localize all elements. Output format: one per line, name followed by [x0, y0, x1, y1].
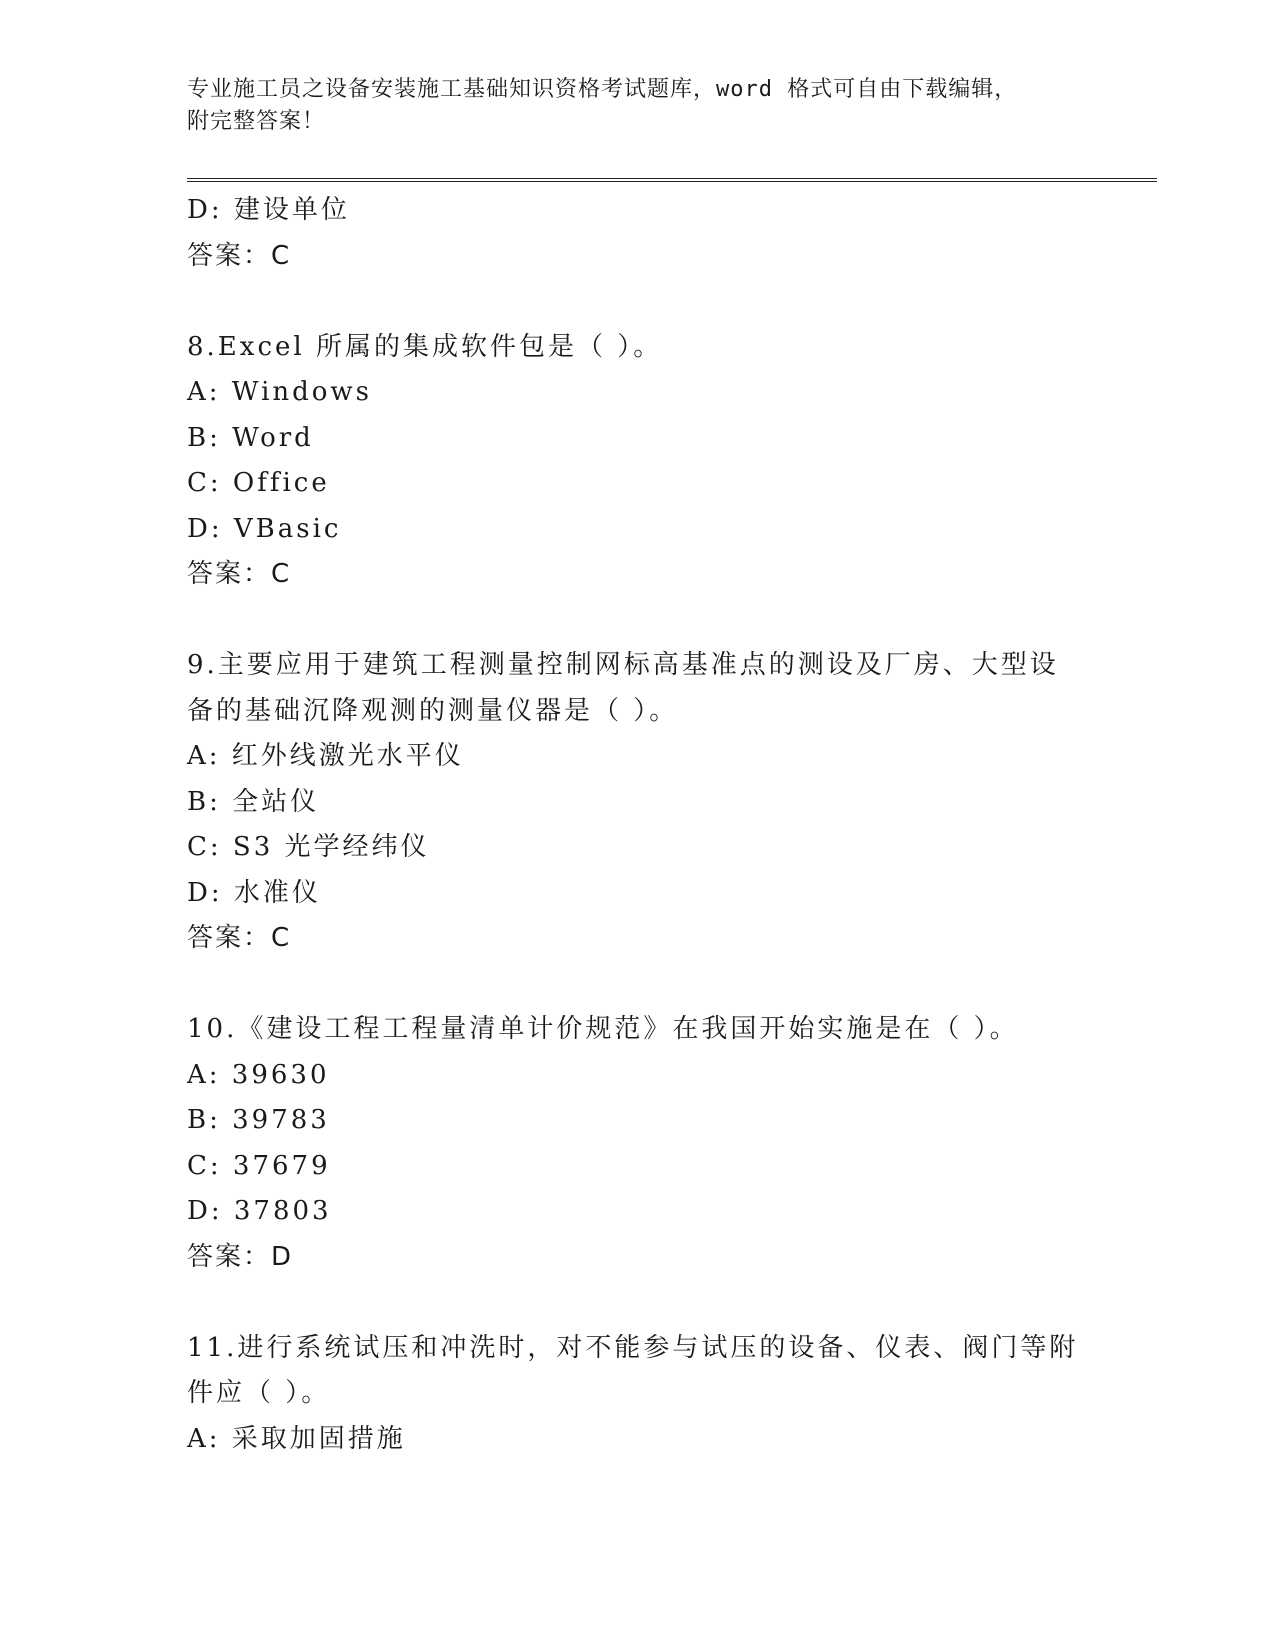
option-c: C: Office: [187, 468, 330, 498]
answer-line: 答案：C: [187, 923, 292, 953]
option-a: A: 39630: [187, 1059, 330, 1090]
document-page: [187, 0, 1157, 1650]
option-d: D: 建设单位: [187, 195, 350, 225]
answer-line: 答案：C: [187, 559, 292, 589]
option-c: C: 37679: [187, 1150, 331, 1181]
question-stem: 9.主要应用于建筑工程测量控制网标高基准点的测设及厂房、大型设: [187, 650, 1059, 680]
question-10: [187, 1007, 1087, 1280]
option-d: D: 37803: [187, 1196, 332, 1226]
question-9: [187, 643, 1087, 962]
option-d: D: VBasic: [187, 513, 342, 544]
question-stem: 11.进行系统试压和冲洗时，对不能参与试压的设备、仪表、阀门等附: [187, 1332, 1079, 1363]
answer-line: 答案：D: [187, 1241, 294, 1272]
option-b: B: Word: [187, 422, 314, 453]
option-a: A: 红外线激光水平仪: [187, 741, 464, 771]
question-stem: 10.《建设工程工程量清单计价规范》在我国开始实施是在（ ）。: [187, 1014, 1019, 1044]
question-stem-cont: 件应（ ）。: [187, 1378, 331, 1408]
answer-line: 答案：C: [187, 240, 292, 271]
option-a: A: 采取加固措施: [187, 1423, 406, 1454]
question-list: [187, 188, 1087, 1462]
header-divider: [187, 178, 1157, 182]
option-b: B: 39783: [187, 1105, 330, 1135]
question-8: [187, 325, 1087, 598]
question-11: [187, 1326, 1087, 1463]
option-b: B: 全站仪: [187, 786, 320, 817]
header-line-2: 附完整答案！: [187, 109, 326, 134]
question-stem: 8.Excel 所属的集成软件包是（ ）。: [187, 331, 663, 362]
header-line-1: 专业施工员之设备安装施工基础知识资格考试题库，word 格式可自由下载编辑，: [187, 77, 1018, 102]
page-header: [187, 74, 1087, 138]
question-stem-cont: 备的基础沉降观测的测量仪器是（ ）。: [187, 695, 679, 726]
option-c: C: S3 光学经纬仪: [187, 832, 430, 862]
option-a: A: Windows: [187, 377, 373, 407]
option-d: D: 水准仪: [187, 877, 321, 908]
prev-question-tail: [187, 188, 1087, 279]
